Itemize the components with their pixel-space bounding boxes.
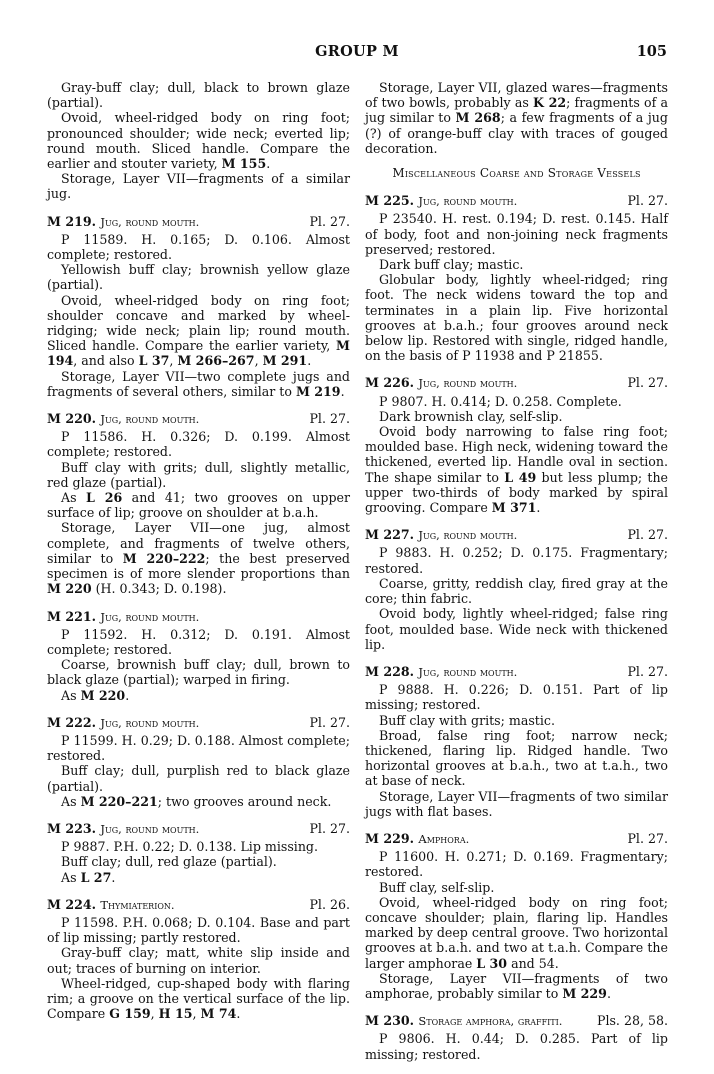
entry-number: M 220.	[47, 411, 96, 427]
entry-paragraph: Storage, Layer VII—fragments of two similar jugs with flat bases.	[365, 788, 668, 819]
entry-paragraph: Dark brownish clay, self-slip.	[379, 408, 563, 424]
entry-paragraph: Ovoid, wheel-ridged body on ring foot; concave shoulder; plain, flaring lip. Handles marked by deep central groove. Two horizontal grooves at b.a.h. and two at t.a.h. Compare the larger amphorae L 30 and 54.	[365, 894, 668, 971]
entry-number: M 225.	[365, 193, 414, 209]
entry-number: M 223.	[47, 820, 96, 836]
entry-paragraph: P 9806. H. 0.44; D. 0.285. Part of lip missing; restored.	[365, 1031, 668, 1062]
plate-reference: Pl. 27.	[627, 663, 668, 679]
catalog-entry-m221	[47, 609, 350, 703]
entry-name: Thymiaterion.	[100, 897, 175, 912]
entry-paragraph: Buff clay; dull, purplish red to black glaze (partial).	[47, 763, 350, 794]
entry-paragraph: Coarse, gritty, reddish clay, fired gray at the core; thin fabric.	[365, 575, 668, 607]
entry-heading	[47, 821, 350, 837]
catalog-entry-m223	[47, 821, 350, 885]
entry-paragraph: Broad, false ring foot; narrow neck; thickened, flaring lip. Ridged handle. Two horizontal grooves at b.a.h., two at t.a.h., two at base of neck.	[365, 727, 668, 789]
page-number: 105	[636, 43, 667, 60]
plate-reference: Pl. 27.	[627, 830, 668, 846]
entry-name: Storage amphora, graffiti.	[418, 1014, 563, 1029]
entry-heading	[365, 375, 668, 391]
entry-number: M 230.	[365, 1013, 414, 1029]
entry-paragraph: Yellowish buff clay; brownish yellow glaze (partial).	[47, 262, 350, 293]
catalog-entry-m228	[365, 664, 668, 819]
entry-name: Amphora.	[418, 831, 470, 846]
entry-heading	[47, 897, 350, 913]
entry-paragraph: P 23540. H. rest. 0.194; D. rest. 0.145. Half of body, foot and non-joining neck fragments preserved; restored.	[365, 211, 668, 257]
plate-reference: Pl. 27.	[309, 820, 350, 836]
entry-paragraph: Ovoid, wheel-ridged body on ring foot; pronounced shoulder; wide neck; everted lip; round mouth. Sliced handle. Compare the earlier and stouter variety, M 155.	[47, 110, 350, 172]
entry-number: M 227.	[365, 527, 414, 543]
plate-reference: Pl. 26.	[309, 896, 350, 912]
entry-number: M 219.	[47, 213, 96, 229]
running-title: GROUP M	[315, 43, 399, 60]
catalog-entry-m229	[365, 831, 668, 1001]
entry-paragraph: P 11589. H. 0.165; D. 0.106. Almost complete; restored.	[47, 231, 350, 263]
continued-entry	[47, 80, 350, 202]
entry-name: Jug, round mouth.	[100, 412, 200, 427]
entry-name: Jug, round mouth.	[100, 214, 200, 229]
plate-reference: Pl. 27.	[627, 375, 668, 391]
entry-paragraph: P 11598. P.H. 0.068; D. 0.104. Base and part of lip missing; partly restored.	[47, 914, 350, 946]
entry-paragraph: Storage, Layer VII—fragments of a similar jug.	[47, 171, 350, 202]
entry-heading	[365, 527, 668, 543]
section-heading: Miscellaneous Coarse and Storage Vessels	[392, 166, 641, 181]
entry-paragraph: Dark buff clay; mastic.	[379, 257, 524, 273]
entry-paragraph: Buff clay with grits; dull, slightly metallic, red glaze (partial).	[47, 459, 350, 490]
entry-name: Jug, round mouth.	[100, 609, 200, 624]
catalog-entry-m227	[365, 527, 668, 652]
continued-entry	[365, 80, 668, 156]
entry-paragraph: Buff clay with grits; mastic.	[379, 712, 555, 728]
plate-reference: Pl. 27.	[627, 527, 668, 543]
catalog-entry-m222	[47, 715, 350, 809]
entry-paragraph: P 11586. H. 0.326; D. 0.199. Almost complete; restored.	[47, 429, 350, 460]
entry-number: M 229.	[365, 830, 414, 846]
entry-paragraph: Coarse, brownish buff clay; dull, brown to black glaze (partial); warped in firing.	[47, 657, 350, 688]
entry-number: M 228.	[365, 663, 414, 679]
entry-paragraph: Gray-buff clay; matt, white slip inside and out; traces of burning on interior.	[47, 945, 350, 976]
entry-paragraph: Wheel-ridged, cup-shaped body with flaring rim; a groove on the vertical surface of the lip. Compare G 159, H 15, M 74.	[47, 975, 350, 1022]
entry-paragraph: Storage, Layer VII—fragments of two amphorae, probably similar to M 229.	[365, 970, 668, 1001]
entry-number: M 226.	[365, 375, 414, 391]
entry-paragraph: Buff clay, self-slip.	[379, 879, 495, 895]
entry-paragraph: Buff clay; dull, red glaze (partial).	[61, 854, 277, 870]
left-column	[47, 80, 350, 1033]
plate-reference: Pl. 27.	[309, 411, 350, 427]
entry-paragraph: P 11592. H. 0.312; D. 0.191. Almost complete; restored.	[47, 626, 350, 657]
catalog-entry-m224	[47, 897, 350, 1022]
catalog-entry-m225	[365, 193, 668, 363]
entry-name: Jug, round mouth.	[418, 194, 518, 209]
entry-heading	[365, 193, 668, 209]
entry-paragraph: As L 26 and 41; two grooves on upper surface of lip; groove on shoulder at b.a.h.	[47, 490, 350, 521]
entry-name: Jug, round mouth.	[418, 664, 518, 679]
right-column	[365, 80, 668, 1074]
entry-heading	[47, 214, 350, 230]
entry-number: M 224.	[47, 896, 96, 912]
plate-reference: Pl. 27.	[309, 714, 350, 730]
entry-paragraph: Gray-buff clay; dull, black to brown glaze (partial).	[47, 80, 350, 111]
plate-reference: Pl. 27.	[627, 193, 668, 209]
entry-paragraph: Ovoid body, lightly wheel-ridged; false ring foot, moulded base. Wide neck with thickened lip.	[365, 606, 668, 652]
entry-paragraph: As M 220–221; two grooves around neck.	[61, 793, 332, 809]
plate-reference: Pl. 27.	[309, 213, 350, 229]
entry-heading	[365, 831, 668, 847]
plate-reference: Pls. 28, 58.	[596, 1013, 668, 1029]
entry-heading	[365, 664, 668, 680]
entry-paragraph: Storage, Layer VII—two complete jugs and fragments of several others, similar to M 219.	[47, 368, 350, 399]
entry-paragraph: Ovoid, wheel-ridged body on ring foot; shoulder concave and marked by wheel-ridging; wide neck; plain lip; round mouth. Sliced handle. Compare the earlier variety, M 194, and also L 37, M 266–267, M 291.	[47, 292, 350, 369]
page-header	[47, 44, 667, 62]
entry-heading	[365, 1013, 668, 1029]
entry-paragraph: Globular body, lightly wheel-ridged; ring foot. The neck widens toward the top and terminates in a plain lip. Five horizontal grooves at b.a.h.; four grooves around neck below lip. Restored with single, ridged handle, on the basis of P 11938 and P 21855.	[365, 272, 668, 364]
entry-heading	[47, 411, 350, 427]
entry-paragraph: P 11600. H. 0.271; D. 0.169. Fragmentary; restored.	[365, 849, 668, 880]
entry-number: M 222.	[47, 714, 96, 730]
entry-paragraph: P 11599. H. 0.29; D. 0.188. Almost complete; restored.	[47, 732, 350, 764]
entry-paragraph: As L 27.	[61, 869, 116, 885]
entry-heading	[47, 609, 350, 625]
entry-name: Jug, round mouth.	[100, 715, 200, 730]
entry-heading	[47, 715, 350, 731]
entry-name: Jug, round mouth.	[418, 528, 518, 543]
entry-paragraph: P 9807. H. 0.414; D. 0.258. Complete.	[379, 393, 622, 409]
catalog-entry-m220	[47, 411, 350, 596]
entry-number: M 221.	[47, 608, 96, 624]
entry-paragraph: Ovoid body narrowing to false ring foot; moulded base. High neck, widening toward the thickened, everted lip. Handle oval in section. The shape similar to L 49 but less plump; the upper two-thirds of body marked by spiral grooving. Compare M 371.	[365, 424, 669, 516]
catalog-entry-m226	[365, 375, 668, 515]
entry-name: Jug, round mouth.	[418, 376, 518, 391]
entry-paragraph: Storage, Layer VII—one jug, almost complete, and fragments of twelve others, similar to M 220–222; the best preserved specimen is of more slender proportions than M 220 (H. 0.343; D. 0.198).	[47, 520, 350, 597]
entry-paragraph: Storage, Layer VII, glazed wares—fragments of two bowls, probably as K 22; fragments of a jug similar to M 268; a few fragments of a jug (?) of orange-buff clay with traces of gouged decoration.	[365, 80, 668, 156]
catalog-entry-m230	[365, 1013, 668, 1062]
entry-paragraph: P 9883. H. 0.252; D. 0.175. Fragmentary; restored.	[365, 545, 668, 576]
entry-paragraph: P 9887. P.H. 0.22; D. 0.138. Lip missing.	[61, 839, 319, 855]
entry-paragraph: As M 220.	[61, 687, 130, 703]
catalog-entry-m219	[47, 214, 350, 399]
entry-paragraph: P 9888. H. 0.226; D. 0.151. Part of lip missing; restored.	[365, 682, 668, 713]
entry-name: Jug, round mouth.	[100, 821, 200, 836]
